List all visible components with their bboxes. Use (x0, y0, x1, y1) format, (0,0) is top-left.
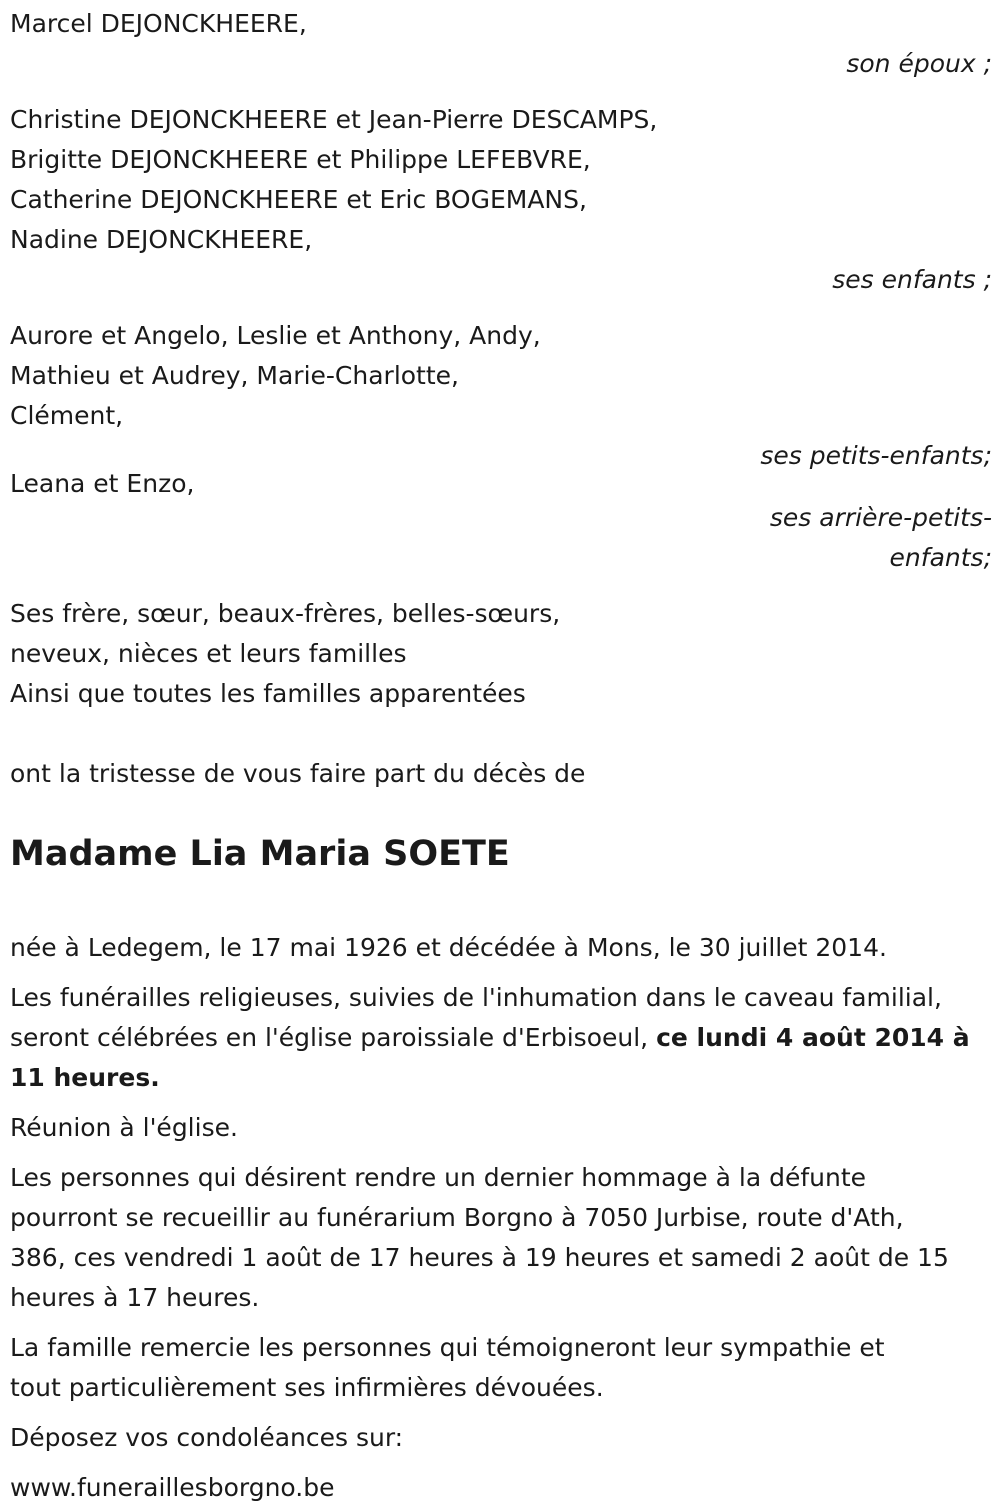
spouse-name: Marcel DEJONCKHEERE, (10, 9, 307, 38)
funeral-paragraph (10, 978, 992, 1098)
great-grandchildren-block (10, 464, 992, 578)
website-link[interactable]: www.funeraillesborgno.be (10, 1473, 335, 1502)
thanks-line: La famille remercie les personnes qui témoigneront leur sympathie et (10, 1333, 885, 1362)
visitation-line: pourront se recueillir au funérarium Borgno à 7050 Jurbise, route d'Ath, (10, 1203, 904, 1232)
great-grandchild-line: Leana et Enzo, (10, 469, 195, 498)
funeral-time: 11 heures. (10, 1063, 160, 1092)
children-role: ses enfants ; (832, 265, 992, 294)
funeral-line: Les funérailles religieuses, suivies de l'inhumation dans le caveau familial, (10, 983, 942, 1012)
child-line: Christine DEJONCKHEERE et Jean-Pierre DESCAMPS, (10, 105, 658, 134)
details-block (10, 928, 992, 1508)
grandchildren-block (10, 316, 992, 476)
visitation-line: 386, ces vendredi 1 août de 17 heures à 19 heures et samedi 2 août de 15 (10, 1243, 949, 1272)
relatives-block (10, 594, 992, 714)
child-line: Nadine DEJONCKHEERE, (10, 225, 313, 254)
funeral-location: seront célébrées en l'église paroissiale d'Erbisoeul, (10, 1023, 649, 1052)
funeral-line-2 (10, 1018, 992, 1058)
obituary-document (10, 4, 992, 1508)
deceased-name: Madame Lia Maria SOETE (10, 834, 510, 874)
relatives-line: Ses frère, sœur, beaux-frères, belles-sœurs, (10, 599, 561, 628)
grandchild-line: Clément, (10, 401, 124, 430)
grandchild-line: Mathieu et Audrey, Marie-Charlotte, (10, 361, 459, 390)
condolences-label: Déposez vos condoléances sur: (10, 1423, 404, 1452)
funeral-date: ce lundi 4 août 2014 à (656, 1023, 970, 1052)
thanks-line: tout particulièrement ses infirmières dévouées. (10, 1373, 604, 1402)
meeting-text: Réunion à l'église. (10, 1113, 238, 1142)
visitation-line: heures à 17 heures. (10, 1283, 260, 1312)
announcement-text: ont la tristesse de vous faire part du décès de (10, 759, 586, 788)
grandchild-line: Aurore et Angelo, Leslie et Anthony, Andy, (10, 321, 541, 350)
visitation-line: Les personnes qui désirent rendre un dernier hommage à la défunte (10, 1163, 867, 1192)
child-line: Catherine DEJONCKHEERE et Eric BOGEMANS, (10, 185, 587, 214)
relatives-line: Ainsi que toutes les familles apparentées (10, 679, 526, 708)
grandchildren-role: ses petits-enfants; (760, 441, 992, 470)
birth-death-text: née à Ledegem, le 17 mai 1926 et décédée à Mons, le 30 juillet 2014. (10, 933, 887, 962)
visitation-paragraph (10, 1158, 992, 1318)
great-grandchildren-role: ses arrière-petits- (769, 503, 992, 532)
spouse-role: son époux ; (846, 49, 992, 78)
great-grandchildren-role-cont: enfants; (889, 543, 992, 572)
spouse-block (10, 4, 992, 84)
children-block (10, 100, 992, 300)
child-line: Brigitte DEJONCKHEERE et Philippe LEFEBVRE, (10, 145, 591, 174)
relatives-line: neveux, nièces et leurs familles (10, 639, 407, 668)
thanks-paragraph (10, 1328, 992, 1408)
